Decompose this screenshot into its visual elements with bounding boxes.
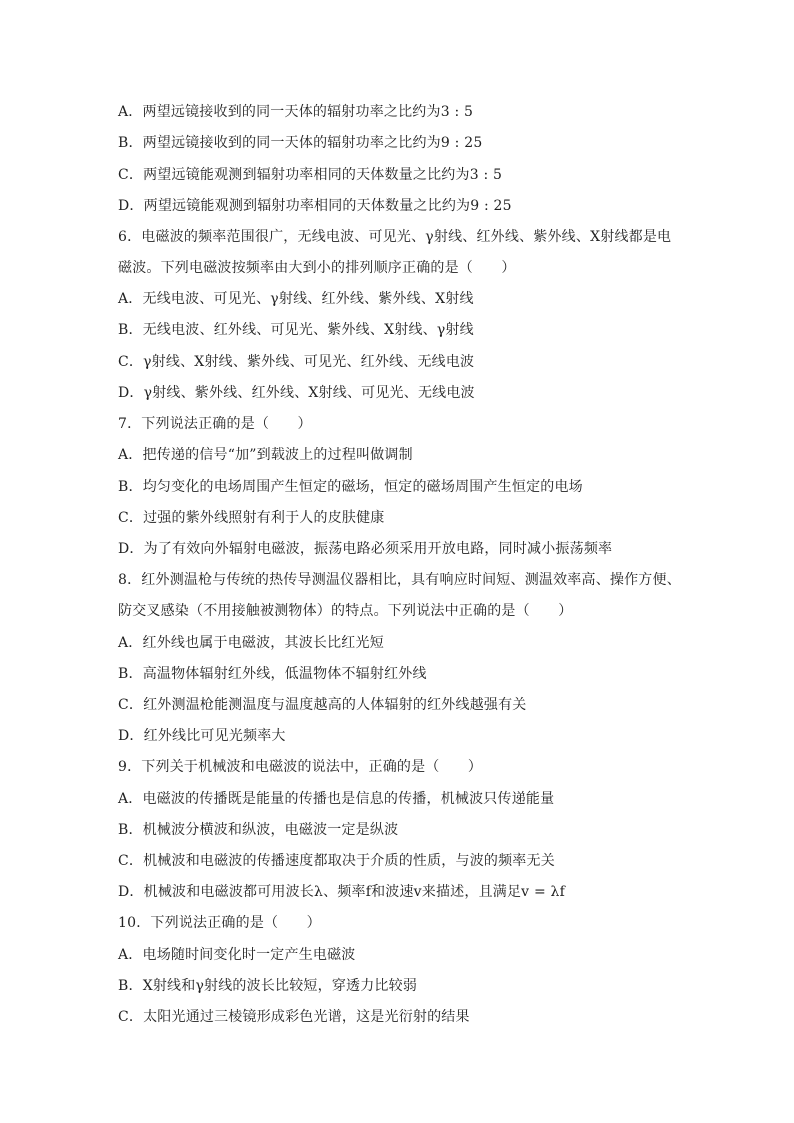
question-9-stem: 9．下列关于机械波和电磁波的说法中，正确的是（ ） — [118, 759, 483, 775]
question-8-stem-line-2: 防交叉感染（不用接触被测物体）的特点。下列说法中正确的是（ ） — [118, 603, 573, 619]
option-b-q10: B．X射线和γ射线的波长比较短，穿透力比较弱 — [118, 978, 418, 994]
question-10-stem: 10．下列说法正确的是（ ） — [118, 915, 321, 931]
option-c-q10: C．太阳光通过三棱镜形成彩色光谱，这是光衍射的结果 — [118, 1009, 470, 1025]
option-d-q6: D．γ射线、紫外线、红外线、X射线、可见光、无线电波 — [118, 385, 475, 401]
option-d-q7: D．为了有效向外辐射电磁波，振荡电路必须采用开放电路，同时减小振荡频率 — [118, 541, 613, 557]
question-8-stem-line-1: 8．红外测温枪与传统的热传导测温仪器相比，具有响应时间短、测温效率高、操作方便、 — [118, 572, 681, 588]
option-b-q9: B．机械波分横波和纵波，电磁波一定是纵波 — [118, 822, 399, 838]
question-6-stem-line-1: 6．电磁波的频率范围很广，无线电波、可见光、γ射线、红外线、紫外线、X射线都是电 — [118, 229, 672, 245]
option-c-q7: C．过强的紫外线照射有利于人的皮肤健康 — [118, 510, 385, 526]
option-c-q6: C．γ射线、X射线、紫外线、可见光、红外线、无线电波 — [118, 354, 475, 370]
option-d-q8: D．红外线比可见光频率大 — [118, 728, 286, 744]
option-d-q5: D．两望远镜能观测到辐射功率相同的天体数量之比约为9 : 25 — [118, 198, 512, 214]
option-a-q8: A．红外线也属于电磁波，其波长比红光短 — [118, 635, 384, 651]
question-7-stem: 7．下列说法正确的是（ ） — [118, 416, 312, 432]
option-a-q7: A．把传递的信号“加”到载波上的过程叫做调制 — [118, 447, 413, 463]
option-b-q5: B．两望远镜接收到的同一天体的辐射功率之比约为9 : 25 — [118, 135, 483, 151]
option-a-q5: A．两望远镜接收到的同一天体的辐射功率之比约为3 : 5 — [118, 104, 474, 120]
option-c-q5: C．两望远镜能观测到辐射功率相同的天体数量之比约为3 : 5 — [118, 167, 503, 183]
option-a-q10: A．电场随时间变化时一定产生电磁波 — [118, 947, 356, 963]
option-a-q6: A．无线电波、可见光、γ射线、红外线、紫外线、X射线 — [118, 291, 474, 307]
option-c-q9: C．机械波和电磁波的传播速度都取决于介质的性质，与波的频率无关 — [118, 853, 555, 869]
option-d-q9: D．机械波和电磁波都可用波长λ、频率f和波速v来描述，且满足v = λf — [118, 884, 565, 900]
option-a-q9: A．电磁波的传播既是能量的传播也是信息的传播，机械波只传递能量 — [118, 791, 555, 807]
option-b-q7: B．均匀变化的电场周围产生恒定的磁场，恒定的磁场周围产生恒定的电场 — [118, 479, 583, 495]
option-b-q6: B．无线电波、红外线、可见光、紫外线、X射线、γ射线 — [118, 322, 474, 338]
question-6-stem-line-2: 磁波。下列电磁波按频率由大到小的排列顺序正确的是（ ） — [118, 260, 516, 276]
option-c-q8: C．红外测温枪能测温度与温度越高的人体辐射的红外线越强有关 — [118, 697, 527, 713]
option-b-q8: B．高温物体辐射红外线，低温物体不辐射红外线 — [118, 666, 427, 682]
